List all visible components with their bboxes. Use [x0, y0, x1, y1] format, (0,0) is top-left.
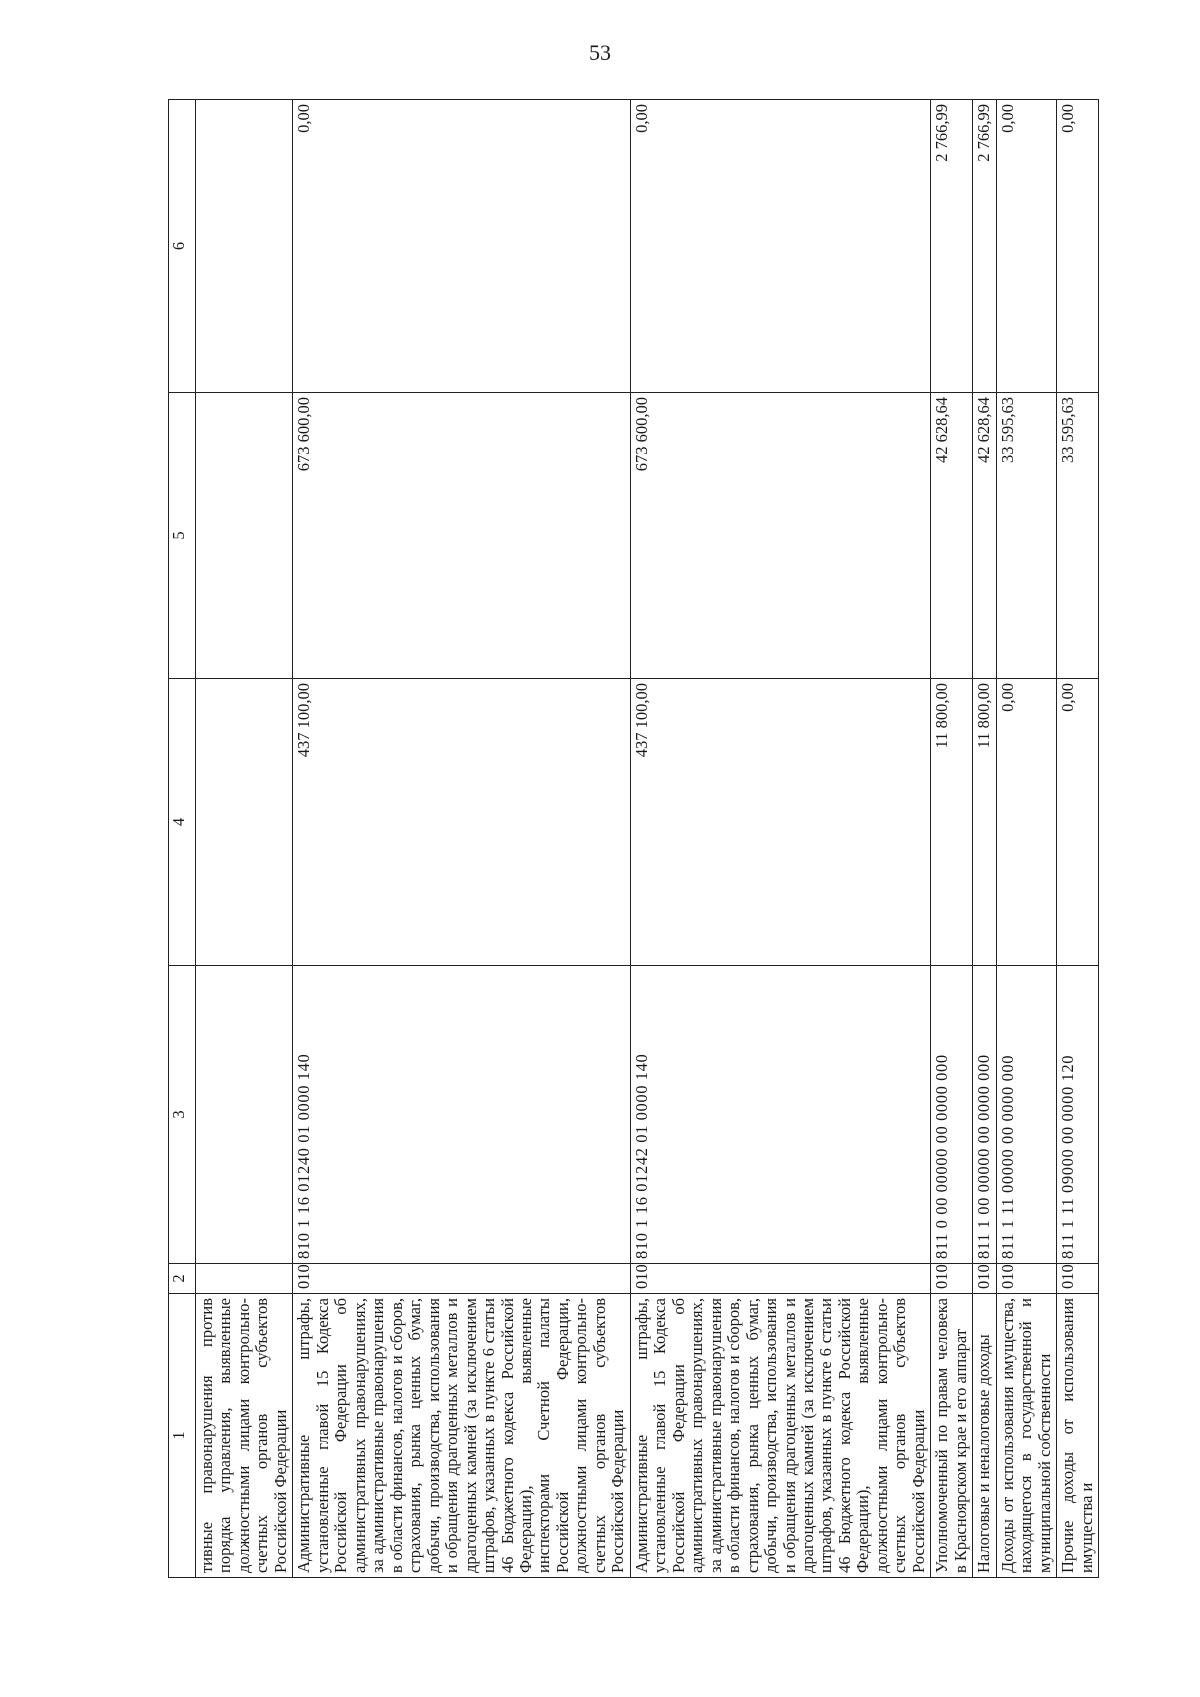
row-col5: 33 595,63 — [1057, 393, 1099, 679]
row-code: 010 — [630, 1264, 931, 1294]
table-row — [196, 100, 293, 1578]
row-name: Прочие доходы от использования имущества и — [1057, 1294, 1099, 1578]
rotated-table-container — [168, 100, 1096, 1578]
row-col6: 0,00 — [996, 100, 1056, 393]
revenue-table — [168, 99, 1099, 1578]
row-col6: 0,00 — [293, 100, 630, 393]
page-number: 53 — [589, 40, 611, 65]
row-col6: 2 766,99 — [931, 100, 973, 393]
row-code: 010 — [996, 1264, 1056, 1294]
row-code: 010 — [973, 1264, 996, 1294]
table-row — [996, 100, 1056, 1578]
row-col4: 0,00 — [996, 679, 1056, 966]
row-col5: 42 628,64 — [931, 393, 973, 679]
row-col5: 42 628,64 — [973, 393, 996, 679]
row-col4: 11 800,00 — [931, 679, 973, 966]
header-col-3: 3 — [169, 966, 196, 1264]
header-row — [169, 100, 196, 1578]
row-name: Налоговые и неналоговые доходы — [973, 1294, 996, 1578]
row-col4 — [196, 679, 293, 966]
row-name: Административные штрафы, установленные главой 15 Кодекса Российской Федерации об административных правонарушениях, за административные правонарушения в области финансов, налогов и сборов, страхования, рынка ценных бумаг, добычи, производства, использования и обращения драгоценных металлов и драгоценных камней (за исключением штрафов, указанных в пункте 6 статьи 46 Бюджетного кодекса Российской Федерации), выявленные инспекторами Счетной палаты Российской Федерации, должностными лицами контрольно-счетных органов субъектов Российской Федерации — [293, 1294, 630, 1578]
row-col6 — [196, 100, 293, 393]
table-row — [1057, 100, 1099, 1578]
header-col-6: 6 — [169, 100, 196, 393]
row-col5: 673 600,00 — [293, 393, 630, 679]
header-col-5: 5 — [169, 393, 196, 679]
header-col-2: 2 — [169, 1264, 196, 1294]
row-col4: 437 100,00 — [293, 679, 630, 966]
row-code: 010 — [931, 1264, 973, 1294]
table-row — [931, 100, 973, 1578]
row-col5 — [196, 393, 293, 679]
table-row — [630, 100, 931, 1578]
row-kbk: 810 1 16 01242 01 0000 140 — [630, 966, 931, 1264]
row-kbk: 811 1 11 09000 00 0000 120 — [1057, 966, 1099, 1264]
row-code: 010 — [1057, 1264, 1099, 1294]
row-name: Административные штрафы, установленные главой 15 Кодекса Российской Федерации об административных правонарушениях, за административные правонарушения в области финансов, налогов и сборов, страхования, рынка ценных бумаг, добычи, производства, использования и обращения драгоценных металлов и драгоценных камней (за исключением штрафов, указанных в пункте 6 статьи 46 Бюджетного кодекса Российской Федерации), выявленные должностными лицами контрольно-счетных органов субъектов Российской Федерации — [630, 1294, 931, 1578]
table-row — [973, 100, 996, 1578]
row-col4: 0,00 — [1057, 679, 1099, 966]
row-col5: 33 595,63 — [996, 393, 1056, 679]
row-col5: 673 600,00 — [630, 393, 931, 679]
row-code — [196, 1264, 293, 1294]
table-row — [293, 100, 630, 1578]
row-col6: 2 766,99 — [973, 100, 996, 393]
row-kbk: 810 1 16 01240 01 0000 140 — [293, 966, 630, 1264]
row-kbk — [196, 966, 293, 1264]
row-col4: 437 100,00 — [630, 679, 931, 966]
row-code: 010 — [293, 1264, 630, 1294]
row-col6: 0,00 — [1057, 100, 1099, 393]
row-col6: 0,00 — [630, 100, 931, 393]
row-kbk: 811 1 11 00000 00 0000 000 — [996, 966, 1056, 1264]
row-name: Доходы от использования имущества, находящегося в государственной и муниципальной собственности — [996, 1294, 1056, 1578]
header-col-4: 4 — [169, 679, 196, 966]
header-col-1: 1 — [169, 1294, 196, 1578]
row-kbk: 811 0 00 00000 00 0000 000 — [931, 966, 973, 1264]
row-col4: 11 800,00 — [973, 679, 996, 966]
row-name: Уполномоченный по правам человека в Красноярском крае и его аппарат — [931, 1294, 973, 1578]
row-name: тивные правонарушения против порядка управления, выявленные должностными лицами контрольно-счетных органов субъектов Российской Федерации — [196, 1294, 293, 1578]
row-kbk: 811 1 00 00000 00 0000 000 — [973, 966, 996, 1264]
